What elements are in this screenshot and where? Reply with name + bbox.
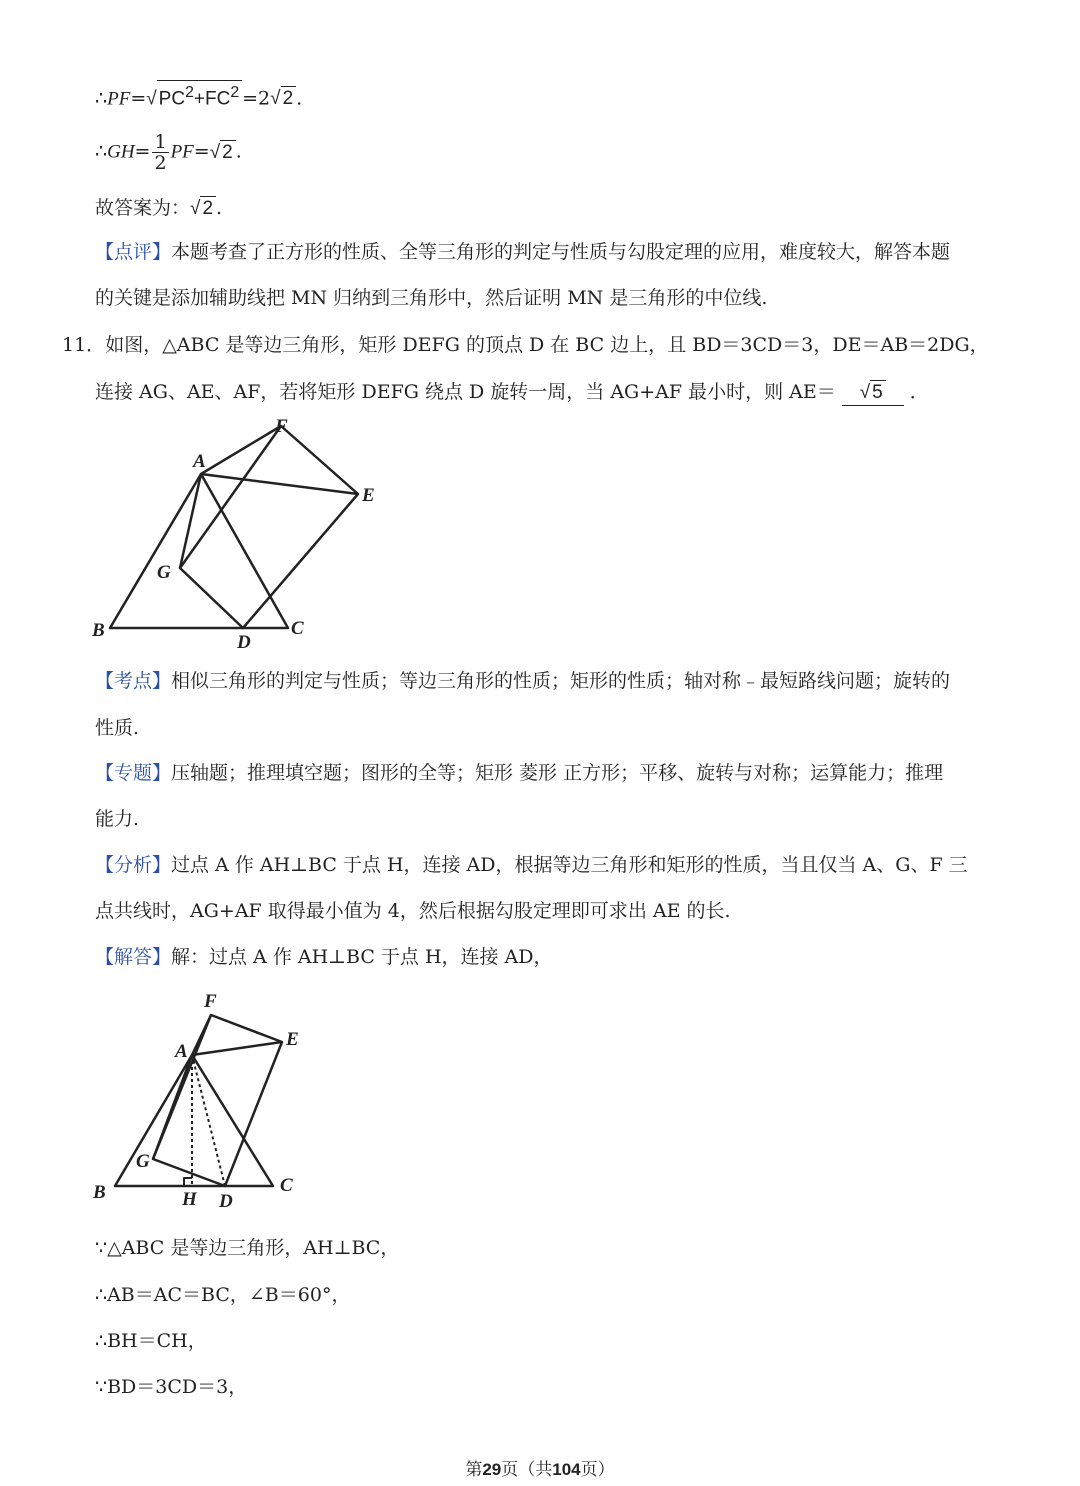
question-line-2 bbox=[95, 380, 929, 406]
segment-af bbox=[201, 426, 281, 474]
comment-line-2 bbox=[95, 286, 767, 310]
zhuanti-text: 压轴题；推理填空题；图形的全等；矩形 菱形 正方形；平移、旋转与对称；运算能力；推理 bbox=[171, 762, 944, 784]
zhuanti-line-2 bbox=[95, 807, 139, 831]
equals: = bbox=[130, 87, 147, 110]
jieda-tag: 【解答】 bbox=[95, 946, 172, 968]
footer-suffix: 页） bbox=[580, 1460, 615, 1480]
question-number: 11． bbox=[62, 334, 106, 356]
comment-text: 本题考查了正方形的性质、全等三角形的判定与性质与勾股定理的应用，难度较大，解答本题 bbox=[171, 241, 951, 263]
comment-text-2: 的关键是添加辅助线把 MN 归纳到三角形中，然后证明 MN 是三角形的中位线. bbox=[95, 287, 768, 309]
label-g: G bbox=[136, 1151, 150, 1172]
page-footer bbox=[0, 1455, 1080, 1480]
zhuanti-line-1 bbox=[95, 761, 943, 785]
label-d: D bbox=[219, 1191, 233, 1210]
numerator: 1 bbox=[154, 131, 167, 153]
period: ． bbox=[909, 381, 929, 403]
denominator: 2 bbox=[154, 152, 167, 174]
formula-line-pf bbox=[95, 80, 302, 111]
rectangle-defg bbox=[153, 1015, 282, 1186]
kaodian-line-2 bbox=[95, 716, 139, 740]
label-e: E bbox=[286, 1029, 299, 1050]
label-h: H bbox=[182, 1189, 197, 1210]
sqrt-2: √ 2 bbox=[210, 140, 236, 165]
fenxi-text-2: 点共线时，AG+AF 取得最小值为 4，然后根据勾股定理即可求出 AE 的长. bbox=[95, 900, 731, 922]
sqrt-2-value: 2 bbox=[220, 140, 236, 165]
period: . bbox=[216, 197, 223, 219]
sqrt-expression: √ $PC^2+FC^2$ bbox=[146, 80, 242, 111]
answer-blank bbox=[842, 380, 904, 406]
sqrt-5: √ 5 bbox=[860, 380, 886, 405]
formula-line-gh bbox=[95, 132, 242, 173]
label-c: C bbox=[291, 618, 304, 639]
proof-text-1: ∵△ABC 是等边三角形，AH⊥BC， bbox=[95, 1237, 400, 1259]
zhuanti-tag: 【专题】 bbox=[95, 762, 172, 784]
comment-tag: 【点评】 bbox=[95, 241, 172, 263]
sup-2: 2 bbox=[185, 84, 194, 101]
var-pf: PF bbox=[170, 141, 194, 163]
equals-2: = bbox=[193, 140, 210, 163]
rad-pc: PC bbox=[158, 88, 186, 110]
label-a: A bbox=[175, 1041, 188, 1062]
kaodian-text-2: 性质. bbox=[95, 717, 140, 739]
therefore-symbol: ∴ bbox=[95, 87, 108, 110]
rad-fc: FC bbox=[205, 88, 231, 110]
equals: = bbox=[134, 140, 151, 163]
figure-2 bbox=[85, 985, 325, 1210]
plus: + bbox=[193, 88, 205, 110]
segment-ad-dotted bbox=[192, 1055, 225, 1186]
sqrt-2: √ 2 bbox=[190, 196, 216, 221]
label-a: A bbox=[193, 451, 206, 472]
proof-text-4: ∵BD＝3CD＝3， bbox=[95, 1376, 248, 1398]
kaodian-line-1 bbox=[95, 669, 950, 693]
zhuanti-text-2: 能力. bbox=[95, 808, 140, 830]
label-f: F bbox=[275, 416, 288, 437]
period: . bbox=[235, 140, 242, 163]
label-b: B bbox=[93, 1182, 106, 1203]
var-gh: GH bbox=[107, 141, 135, 163]
label-b: B bbox=[92, 620, 105, 641]
question-line-1 bbox=[62, 333, 989, 357]
segment-af bbox=[192, 1015, 211, 1055]
proof-text-2: ∴AB＝AC＝BC，∠B＝60°， bbox=[95, 1284, 351, 1306]
proof-line-2 bbox=[95, 1283, 350, 1307]
jieda-line bbox=[95, 945, 553, 969]
proof-line-1 bbox=[95, 1236, 399, 1260]
var-pf: PF bbox=[107, 88, 131, 110]
fenxi-line-1 bbox=[95, 853, 968, 877]
sup-2b: 2 bbox=[230, 84, 240, 101]
footer-prefix: 第 bbox=[465, 1460, 483, 1480]
fenxi-tag: 【分析】 bbox=[95, 854, 172, 876]
rectangle-defg bbox=[180, 426, 358, 628]
sqrt-5-value: 5 bbox=[870, 380, 886, 405]
question-text: 如图，△ABC 是等边三角形，矩形 DEFG 的顶点 D 在 BC 边上，且 BD＝3CD＝3，DE＝AB＝2DG， bbox=[105, 334, 989, 356]
page-number: 29 bbox=[482, 1460, 502, 1479]
segment-ag bbox=[153, 1055, 192, 1159]
proof-text-3: ∴BH＝CH， bbox=[95, 1330, 207, 1352]
fenxi-line-2 bbox=[95, 899, 731, 923]
label-c: C bbox=[280, 1175, 293, 1196]
fraction-half bbox=[152, 132, 168, 173]
sqrt-2-value: 2 bbox=[200, 196, 216, 221]
question-text-2: 连接 AG、AE、AF，若将矩形 DEFG 绕点 D 旋转一周，当 AG+AF 最小时，则 AE＝ bbox=[95, 381, 836, 403]
sqrt-2-value: 2 bbox=[281, 86, 297, 111]
proof-line-4 bbox=[95, 1375, 247, 1399]
label-g: G bbox=[157, 562, 171, 583]
footer-mid: 页（共 bbox=[501, 1460, 553, 1480]
total-pages: 104 bbox=[552, 1460, 581, 1479]
segment-ae bbox=[192, 1042, 282, 1055]
kaodian-tag: 【考点】 bbox=[95, 670, 172, 692]
label-f: F bbox=[204, 991, 217, 1012]
segment-ae bbox=[201, 474, 358, 494]
answer-label: 故答案为： bbox=[95, 197, 191, 219]
fenxi-text: 过点 A 作 AH⊥BC 于点 H，连接 AD，根据等边三角形和矩形的性质，当且仅当 A、G、F 三 bbox=[171, 854, 968, 876]
figure-1 bbox=[85, 412, 395, 652]
answer-line bbox=[95, 196, 222, 221]
kaodian-text: 相似三角形的判定与性质；等边三角形的性质；矩形的性质；轴对称﹣最短路线问题；旋转的 bbox=[171, 670, 951, 692]
comment-line-1 bbox=[95, 240, 950, 264]
proof-line-3 bbox=[95, 1329, 207, 1353]
jieda-text: 解：过点 A 作 AH⊥BC 于点 H，连接 AD， bbox=[171, 946, 553, 968]
equals-2: =2 bbox=[242, 87, 271, 110]
label-e: E bbox=[362, 485, 375, 506]
period: . bbox=[296, 87, 303, 110]
sqrt-2: √ 2 bbox=[270, 86, 296, 111]
therefore-symbol: ∴ bbox=[95, 140, 108, 163]
label-d: D bbox=[237, 632, 251, 652]
